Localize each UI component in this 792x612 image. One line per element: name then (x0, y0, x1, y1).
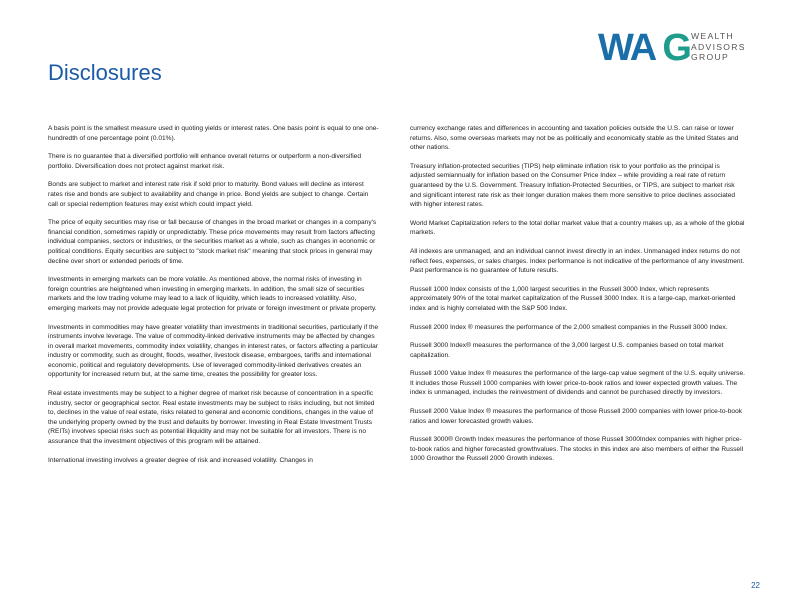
disclosure-paragraph: The price of equity securities may rise or fall because of changes in the broad market or changes in a company's financial condition, sometimes rapidly or unpredictably. These price movements may result from factors affecting individual companies, sectors or industries, or the securities market as a whole, such as changes in economic or political conditions. Equity securities are subject to "stock market risk" meaning that stock prices in general may decline over short or extended periods of time. (48, 219, 377, 265)
logo-letter-w: WA (598, 27, 654, 69)
disclosure-paragraph: Russell 3000 Index® measures the performance of the 3,000 largest U.S. companies based on total market capitalization. (410, 342, 724, 359)
disclosure-paragraph: There is no guarantee that a diversified portfolio will enhance overall returns or outperform a non-diversified portfolio. Diversification does not protect against market risk. (48, 153, 362, 170)
disclosure-paragraph: currency exchange rates and differences in accounting and taxation policies outside the U.S. can raise or lower returns. Also, some overseas markets may not be as politically and economically stable as the United States and other nations. (410, 125, 739, 152)
logo-line-wealth: WEALTH (691, 31, 734, 41)
wag-logo (598, 26, 758, 69)
disclosure-paragraph: Russell 2000 Value Index ® measures the performance of those Russell 2000 companies with lower price-to-book ratios and lower forecasted growth values. (410, 408, 743, 425)
logo-wordmark (691, 31, 746, 63)
page-title: Disclosures (48, 60, 162, 85)
logo-line-advisors: ADVISORS (691, 41, 746, 52)
wag-logo-mark (598, 26, 690, 69)
disclosure-paragraph: A basis point is the smallest measure used in quoting yields or interest rates. One basis point is equal to one one-hundredth of one percentage point (0.01%). (48, 125, 379, 142)
logo-letter-g: G (662, 27, 690, 69)
disclosure-paragraph: Russell 1000 Value Index ® measures the performance of the large-cap value segment of the U.S. equity universe. It includes those Russell 1000 companies with lower price-to-book ratios and lower expected growth values. The index is unmanaged, includes the reinvestment of dividends and cannot be purchased directly by investors. (410, 370, 745, 397)
disclosure-paragraph: Treasury inflation-protected securities (TIPS) help eliminate inflation risk to your portfolio as the principal is adjusted semiannually for inflation based on the Consumer Price Index – while providing a real rate of return guaranteed by the U.S. Government. Treasury Inflation-Protected Securities, or TIPS, are subject to market risk and significant interest rate risk as their longer duration makes them more sensitive to price declines associated with higher interest rates. (410, 162, 736, 209)
disclosure-paragraph: World Market Capitalization refers to the total dollar market value that a country makes up, as a whole of the global markets. (410, 219, 745, 237)
disclosure-paragraph: Investments in commodities may have greater volatility than investments in traditional securities, particularly if the instruments involve leverage. The value of commodity-linked derivative instruments may be affected by changes in overall market movements, commodity index volatility, changes in interest rates, or factors affecting a particular industry or commodity, such as drought, floods, weather, livestock disease, embargoes, tariffs and international economic, political and regulatory developments. Use of leveraged commodity-linked derivatives creates an opportunity for increased return but, at the same time, creates the possibility for greater loss. (48, 323, 379, 379)
disclosure-paragraph: Russell 2000 Index ® measures the performance of the 2,000 smallest companies in the Russell 3000 Index. (410, 323, 728, 331)
disclosure-paragraph: International investing involves a greater degree of risk and increased volatility. Changes in (48, 456, 313, 464)
disclosure-paragraph: All indexes are unmanaged, and an individual cannot invest directly in an index. Unmanaged index returns do not reflect fees, expenses, or sales charges. Index performance is not indicative of the performance of any investment. Past performance is no guarantee of future results. (410, 247, 745, 275)
disclosure-paragraph: Real estate investments may be subject to a higher degree of market risk because of concentration in a specific industry, sector or geographical sector. Real estate investments may be subject to risks including, but not limited to, declines in the value of real estate, risks related to general and economic conditions, changes in the value of the underlying property owned by the trust and defaults by borrower. Investing in Real Estate Investment Trusts (REITs) involves special risks such as potential illiquidity and may not be suitable for all investors. There is no assurance that the investment objectives of this program will be attained. (48, 390, 375, 446)
right-column (410, 124, 746, 464)
logo-line-group: GROUP (691, 52, 730, 62)
disclosure-paragraph: Investments in emerging markets can be more volatile. As mentioned above, the normal risks of investing in foreign countries are heightened when investing in emerging markets. In addition, the small size of securities markets and the low trading volume may lead to a lack of liquidity, which leads to increased volatility. Also, emerging markets may not provide adequate legal protection for private or foreign investment or private property. (48, 276, 377, 312)
svg-text:WA G (598, 27, 690, 69)
disclosure-paragraph: Russell 3000® Growth Index measures the performance of those Russell 3000Index companies with higher price-to-book ratios and higher forecasted growthvalues. The stocks in this index are also members of either the Russell 1000 Growthor the Russell 2000 Growth indexes. (410, 436, 744, 463)
disclosure-paragraph: Bonds are subject to market and interest rate risk if sold prior to maturity. Bond values will decline as interest rates rise and bonds are subject to availability and change in price. Bond yields are subject to change. Certain call or special redemption features may exist which could impact yield. (48, 181, 369, 208)
page-number: 22 (751, 581, 760, 590)
disclosure-paragraph: Russell 1000 Index consists of the 1,000 largest securities in the Russell 3000 Index, which represents approximately 90% of the total market capitalization of the Russell 3000 Index. It is a large-cap, market-oriented index and is highly correlated with the S&P 500 Index. (410, 285, 736, 312)
left-column (48, 124, 380, 465)
